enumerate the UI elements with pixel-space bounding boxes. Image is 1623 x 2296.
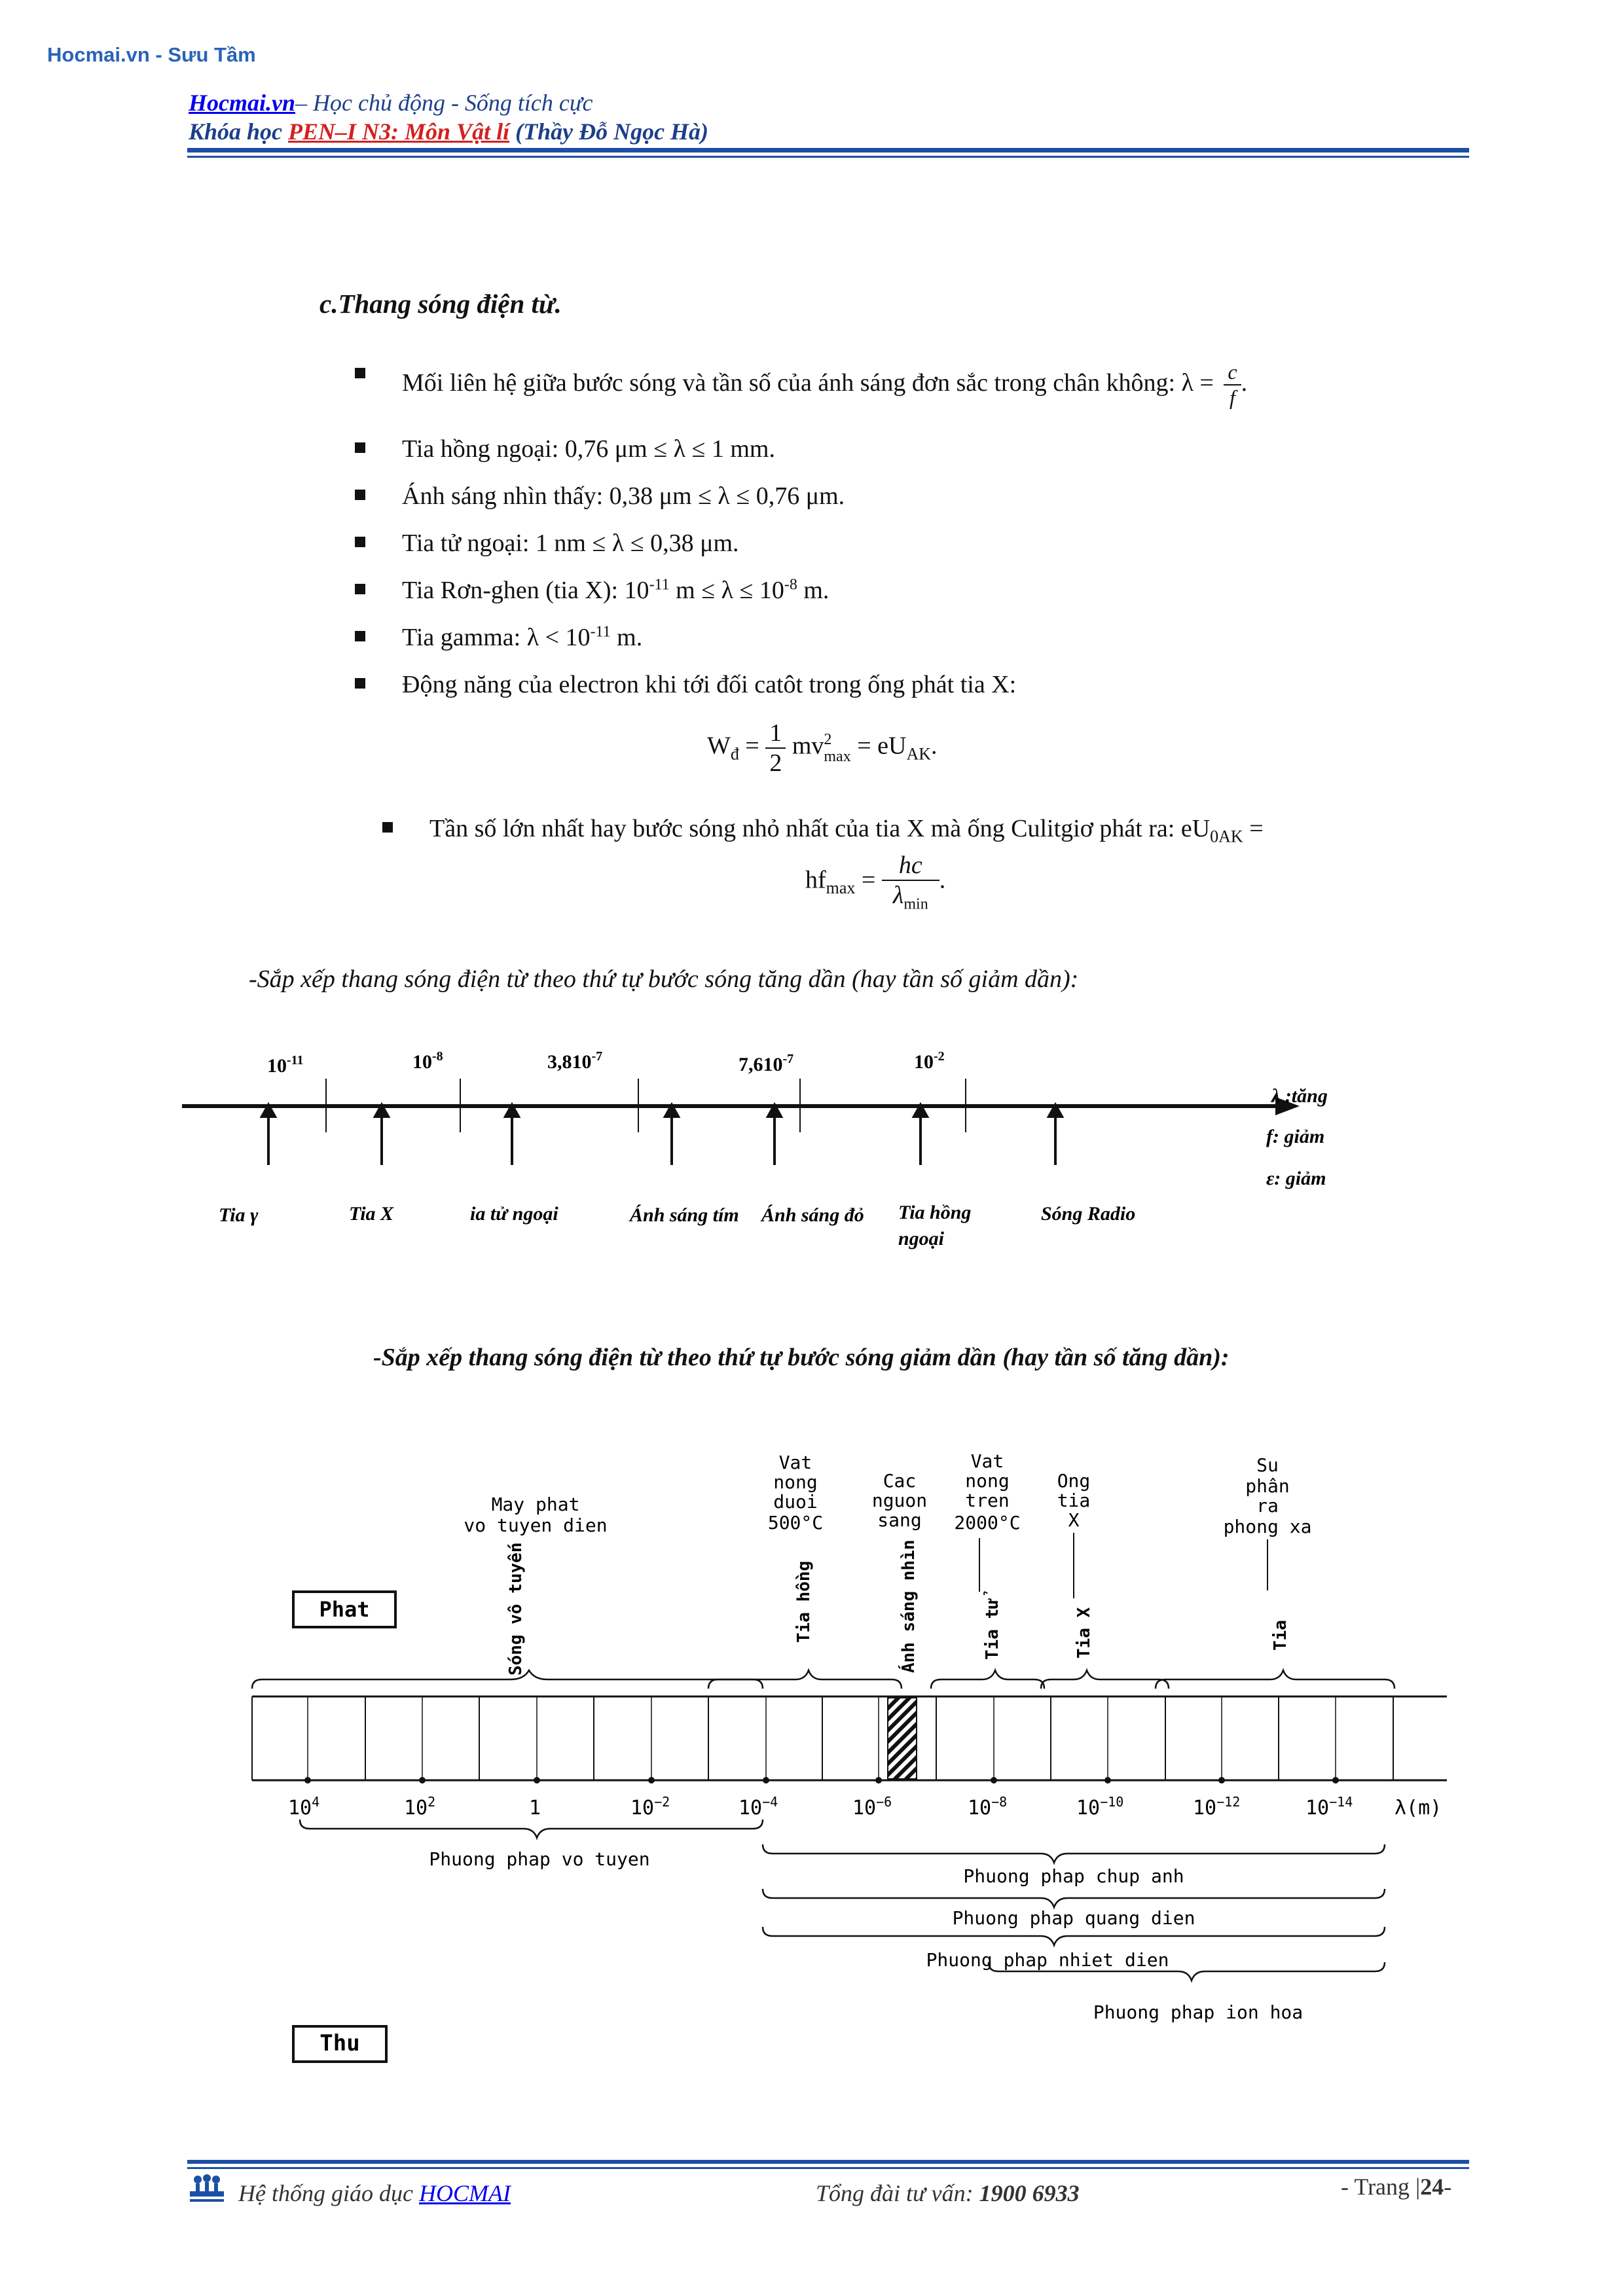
bullet-kinetic-energy: Động năng của electron khi tới đối catôt trong ống phát tia X: (359, 670, 973, 699)
scale1-tick-label: $10^{-8}$ (412, 1049, 443, 1073)
source-hot-above-3: tren (965, 1490, 1010, 1511)
band-radio: Sóng vô tuyến (506, 1542, 526, 1676)
bullet-gamma: Tia gamma: $\lambda < 10^{-11}$ m. (359, 623, 599, 652)
frac-numerator: c (1224, 360, 1241, 386)
spectrum-scale-increasing (0, 1034, 1623, 1270)
scale1-band-radio: Sóng Radio (1041, 1203, 1136, 1225)
source-decay-4: phong xa (1223, 1516, 1312, 1537)
footer-rule-thick (187, 2160, 1469, 2164)
bullet-visible: Ánh sáng nhìn thấy: 0,38 μm ≤ λ ≤ 0,76 μm. (359, 482, 801, 511)
source-hot-below-2: nong (773, 1471, 818, 1493)
footer-rule-thin (187, 2167, 1469, 2169)
axis-unit-label: λ(m) (1395, 1797, 1442, 1820)
phat-label: Phat (319, 1597, 370, 1622)
axis-label: $10^{-2}$ (630, 1794, 670, 1820)
source-hot-above-1: Vat (970, 1450, 1004, 1472)
scale1-band-ir: Tia hồng (898, 1202, 972, 1223)
thu-label: Thu (319, 2030, 360, 2056)
bullet-ultraviolet: Tia tử ngoại: 1 nm ≤ λ ≤ 0,38 μm. (359, 529, 696, 558)
spectrum-scale-decreasing (0, 1427, 1623, 2056)
axis-label: $10^{-4}$ (739, 1794, 778, 1820)
axis-label: $10^{-6}$ (852, 1794, 892, 1820)
axis-label: $10^4$ (288, 1794, 320, 1820)
formula-kinetic-energy: $W_đ$ = $\frac{1}{2}$ mv 2 max = $eU_{AK}$. (707, 719, 938, 777)
source-light-2: nguon (871, 1490, 928, 1511)
band-visible: Ánh sáng nhìn (899, 1539, 919, 1673)
scale1-tick-label: $7,610^{-7}$ (739, 1052, 794, 1075)
band-gamma: Tia (1271, 1620, 1290, 1651)
method-thermoelectric: Phuong phap nhiet dien (926, 1949, 1169, 1971)
scale1-band-violet: Ánh sáng tím (630, 1204, 739, 1226)
source-radio-1: May phat (491, 1494, 580, 1515)
source-light-3: sang (877, 1509, 922, 1531)
bullet-xray: Tia Rơn-ghen (tia X): $10^{-11}$ $m \le \lambda \le 10^{-8}$ m. (359, 576, 786, 605)
caption-decreasing: -Sắp xếp thang sóng điện từ theo thứ tự bước sóng giảm dần (hay tần số tăng dần): (373, 1344, 1230, 1371)
source-decay-1: Su (1256, 1454, 1279, 1476)
header-line-1 (189, 89, 593, 117)
visible-hatched-region (888, 1698, 917, 1779)
axis-label: $10^{-10}$ (1076, 1794, 1124, 1820)
method-radio: Phuong phap vo tuyen (429, 1848, 650, 1870)
header-rule-thick (187, 148, 1469, 152)
scale1-lambda-label: λ :tăng (1271, 1085, 1328, 1107)
axis-label: 1 (529, 1797, 541, 1820)
scale1-band-xray: Tia X (349, 1203, 394, 1225)
axis-label: $10^{-8}$ (968, 1794, 1008, 1820)
method-photoelectric: Phuong phap quang dien (952, 1907, 1195, 1929)
slogan: – Học chủ động - Sống tích cực (295, 90, 593, 116)
scale1-tick-label: $3,810^{-7}$ (547, 1049, 603, 1073)
header-line-2 (189, 118, 708, 145)
footer-hocmai-link[interactable]: HOCMAI (418, 2180, 511, 2206)
upper-braces (252, 1670, 1395, 1689)
source-leader-lines (979, 1533, 1267, 1598)
course-prefix: Khóa học (189, 118, 289, 145)
source-hot-above-4: 2000°C (954, 1512, 1021, 1534)
bullet-max-frequency: Tần số lớn nhất hay bước sóng nhỏ nhất của tia X mà ống Culitgiơ phát ra: $eU_{0AK}$ = (386, 814, 1220, 847)
brand-label: Hocmai.vn - Sưu Tầm (47, 43, 256, 66)
source-xtube-1: Ong (1057, 1470, 1091, 1492)
footer-hotline: Tổng đài tư vấn: 1900 6933 (816, 2180, 1080, 2206)
course-suffix: (Thầy Đỗ Ngọc Hà) (509, 118, 709, 145)
header-rule-thin (187, 156, 1469, 158)
source-hot-below-3: duoi (773, 1491, 818, 1513)
footer-left: Hệ thống giáo dục HOCMAI (238, 2180, 511, 2206)
scale1-band-ir-2: ngoại (898, 1228, 945, 1249)
axis-label: $10^2$ (404, 1794, 436, 1820)
caption-increasing: -Sắp xếp thang sóng điện từ theo thứ tự bước sóng tăng dần (hay tần số giảm dần): (249, 965, 1079, 993)
method-ionization: Phuong phap ion hoa (1093, 2001, 1304, 2023)
band-uv: Tia tử (983, 1598, 1002, 1660)
site-link[interactable]: Hocmai.vn (189, 90, 295, 116)
source-xtube-2: tia (1057, 1490, 1091, 1511)
footer-page-number: - Trang |24- (1341, 2174, 1452, 2200)
scale1-arrows (262, 1105, 1062, 1165)
source-hot-below-4: 500°C (767, 1512, 824, 1534)
source-hot-above-2: nong (965, 1470, 1010, 1492)
hocmai-logo-icon (187, 2172, 227, 2204)
source-radio-2: vo tuyen dien (464, 1515, 608, 1536)
frac-denominator: f (1230, 386, 1235, 409)
section-title: c.Thang sóng điện từ. (319, 289, 562, 319)
source-xtube-3: X (1068, 1509, 1080, 1531)
scale1-band-red: Ánh sáng đỏ (761, 1204, 864, 1226)
source-hot-below-1: Vat (778, 1452, 812, 1473)
band-xray: Tia X (1074, 1607, 1094, 1659)
axis-label: $10^{-14}$ (1305, 1794, 1353, 1820)
scale1-band-uv: ia tử ngoại (470, 1203, 558, 1225)
source-light-1: Cac (883, 1470, 917, 1492)
formula-max-frequency: $hf_{max}$ = $\frac{hc}{\lambda_{min}}$ . (805, 852, 946, 913)
course-code: PEN–I N3: Môn Vật lí (288, 118, 510, 145)
band-infrared: Tia hồng (794, 1560, 814, 1643)
source-decay-3: ra (1256, 1495, 1279, 1516)
axis-label: $10^{-12}$ (1193, 1794, 1241, 1820)
bullet-text: Mối liên hệ giữa bước sóng và tần số của ánh sáng đơn sắc trong chân không: λ = (402, 368, 1214, 397)
scale1-energy-label: ε: giảm (1266, 1168, 1326, 1189)
lower-braces (300, 1820, 1385, 1981)
method-photographic: Phuong phap chup anh (963, 1865, 1184, 1887)
bullet-infrared: Tia hồng ngoại: 0,76 μm ≤ λ ≤ 1 mm. (359, 435, 732, 463)
scale1-band-gamma: Tia γ (219, 1204, 259, 1226)
scale1-tick-label: $10^{-2}$ (914, 1049, 945, 1073)
scale1-frequency-label: f: giảm (1266, 1126, 1325, 1147)
source-decay-2: phân (1245, 1475, 1290, 1497)
scale1-tick-label: $10^{-11}$ (267, 1053, 304, 1077)
bullet-wavelength-frequency: Mối liên hệ giữa bước sóng và tần số của ánh sáng đơn sắc trong chân không: λ = $\frac{c}{f}$ . (359, 360, 1204, 410)
